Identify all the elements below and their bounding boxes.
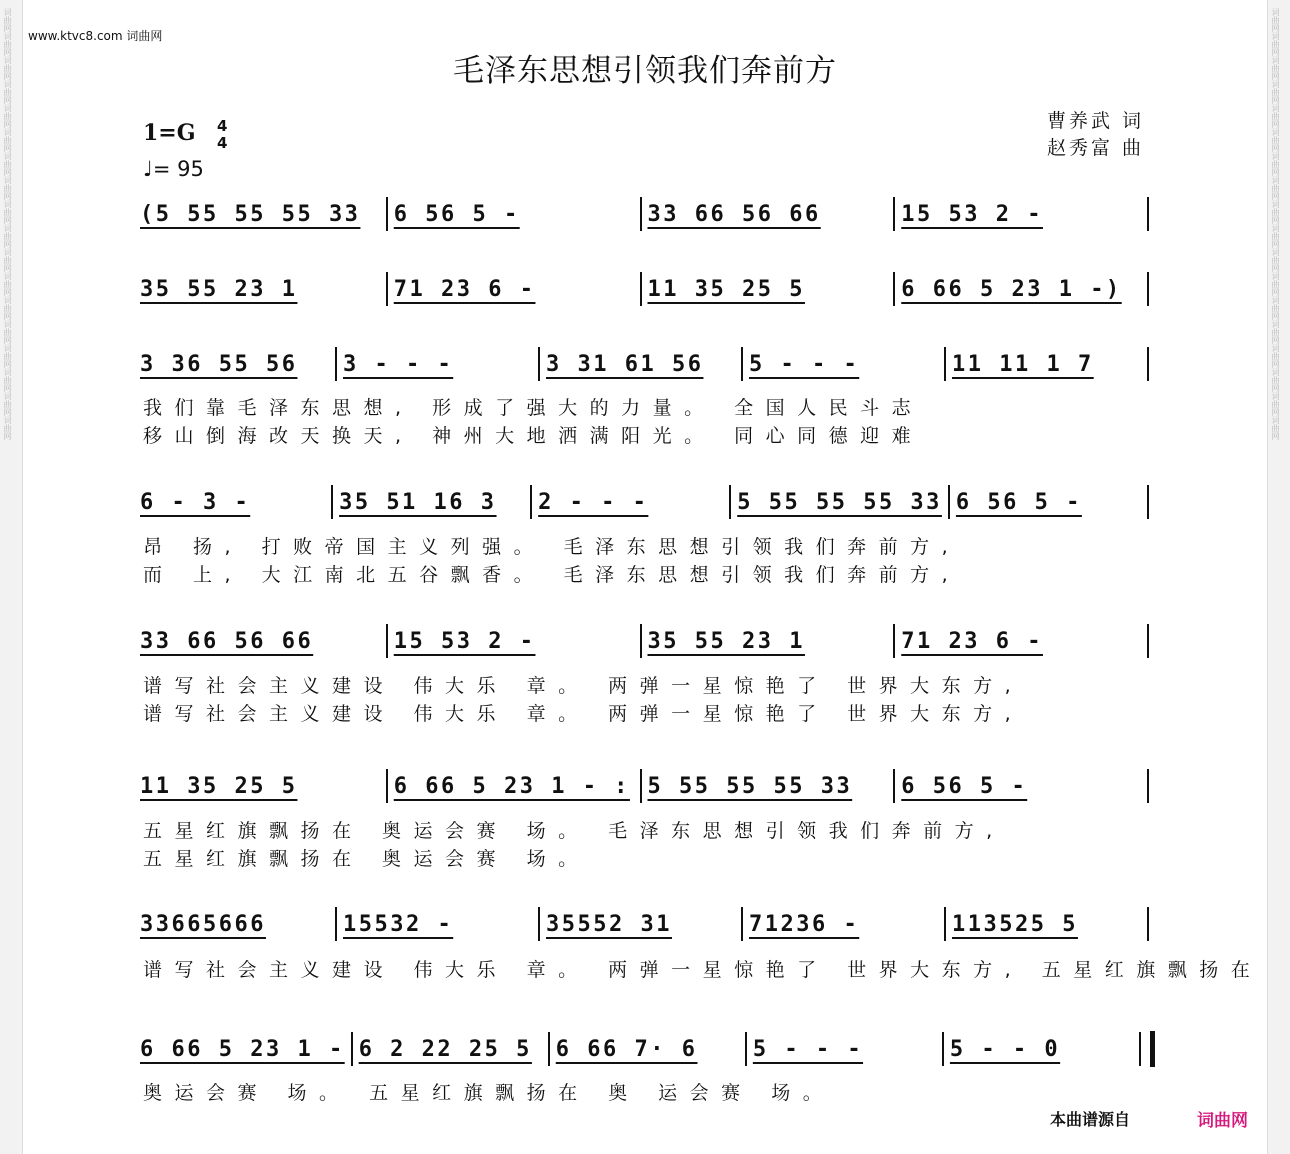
lyric-line-verse-2: 而 上, 大江南北五谷飘香。 毛泽东思想引领我们奔前方, [143, 564, 961, 586]
time-sig-bottom: 4 [217, 134, 228, 152]
bar-line [1147, 485, 1149, 519]
measure: 5 - - - [752, 1036, 864, 1062]
measure: 5 - - 0 [949, 1036, 1061, 1062]
notation-line [140, 772, 1155, 800]
notation-line [140, 627, 1155, 655]
measure: 15532 - [343, 911, 454, 937]
site-label[interactable]: www.ktvc8.com 词曲网 [28, 29, 163, 43]
bar-line [741, 347, 743, 381]
lyric-line-verse-1: 昂 扬, 打败帝国主义列强。 毛泽东思想引领我们奔前方, [143, 536, 961, 558]
bar-line [538, 347, 540, 381]
measure: 6 66 5 23 1 -) [901, 276, 1122, 302]
measure: 33665666 [140, 911, 266, 937]
bar-line [729, 485, 731, 519]
key-signature: 1=G [143, 120, 196, 146]
side-watermark: 词曲网词曲网词曲网词曲网词曲网词曲网词曲网词曲网词曲网词曲网词曲网词曲网词曲网词曲网词曲网词曲网词曲网词曲网 [1271, 8, 1280, 440]
lyric-line-verse-1: 谱写社会主义建设 伟大乐 章。 两弹一星惊艳了 世界大东方, [143, 675, 1024, 697]
brand-label[interactable]: 词曲网 [1197, 1111, 1248, 1131]
tempo-marking: ♩= 95 [143, 157, 204, 181]
measure: 33 66 56 66 [140, 628, 314, 654]
composer: 赵秀富 曲 [1046, 137, 1144, 159]
time-sig-top: 4 [217, 117, 228, 135]
bar-line [351, 1032, 353, 1066]
bar-line [1147, 347, 1149, 381]
bar-line [335, 907, 337, 941]
bar-line [893, 197, 895, 231]
notation-line [140, 1035, 1155, 1063]
measure: 5 55 55 55 33 [737, 489, 942, 515]
time-signature [217, 118, 227, 152]
notation-line [140, 275, 1155, 303]
measure: 6 - 3 - [140, 489, 251, 515]
bar-line [893, 624, 895, 658]
song-title: 毛泽东思想引领我们奔前方 [453, 53, 837, 89]
bar-line [1147, 272, 1149, 306]
measure: 3 36 55 56 [140, 351, 298, 377]
measure: 35 55 23 1 [647, 628, 805, 654]
measure: 71 23 6 - [393, 276, 536, 302]
right-watermark-strip [1267, 0, 1290, 1154]
bar-line [741, 907, 743, 941]
measure: 11 35 25 5 [647, 276, 805, 302]
measure: 3 31 61 56 [546, 351, 704, 377]
bar-line [386, 769, 388, 803]
measure: 3 - - - [343, 351, 454, 377]
measure: 6 66 5 23 1 - [140, 1036, 345, 1062]
lyric-line-verse-1: 奥运会赛 场。 五星红旗飘扬在 奥 运会赛 场。 [143, 1082, 835, 1104]
measure: 15 53 2 - [901, 201, 1043, 227]
credits [1047, 108, 1144, 162]
measure: 6 66 7· 6 [555, 1036, 698, 1062]
bar-line [1147, 197, 1149, 231]
measure: 15 53 2 - [393, 628, 536, 654]
measure: 5 - - - [749, 351, 860, 377]
measure: 71 23 6 - [901, 628, 1043, 654]
measure: (5 55 55 55 33 [140, 201, 361, 227]
source-label: 本曲谱源自 [1050, 1110, 1131, 1129]
bar-line [335, 347, 337, 381]
bar-line [948, 485, 950, 519]
lyric-line-verse-2: 移山倒海改天换天, 神州大地洒满阳光。 同心同德迎难 [143, 425, 924, 447]
bar-line [1139, 1032, 1141, 1066]
measure: 113525 5 [952, 911, 1078, 937]
lyric-line-verse-1: 谱写社会主义建设 伟大乐 章。 两弹一星惊艳了 世界大东方, 五星红旗飘扬在 [143, 959, 1263, 981]
notation-line [140, 350, 1155, 378]
bar-line [386, 272, 388, 306]
bar-line [942, 1032, 944, 1066]
bar-line [386, 624, 388, 658]
measure: 6 66 5 23 1 - : [393, 773, 630, 799]
bar-line [893, 769, 895, 803]
bar-line [944, 347, 946, 381]
bar-line [745, 1032, 747, 1066]
measure: 5 55 55 55 33 [647, 773, 853, 799]
final-bar-line [1150, 1031, 1155, 1067]
bar-line [1147, 907, 1149, 941]
bar-line [640, 769, 642, 803]
bar-line [548, 1032, 550, 1066]
measure: 35 55 23 1 [140, 276, 298, 302]
measure: 6 56 5 - [901, 773, 1028, 799]
measure: 11 35 25 5 [140, 773, 298, 799]
lyric-line-verse-1: 五星红旗飘扬在 奥运会赛 场。 毛泽东思想引领我们奔前方, [143, 820, 1005, 842]
measure: 11 11 1 7 [952, 351, 1094, 377]
measure: 6 2 22 25 5 [358, 1036, 532, 1062]
measure: 71236 - [749, 911, 860, 937]
bar-line [640, 197, 642, 231]
bar-line [331, 485, 333, 519]
lyricist: 曹养武 词 [1046, 110, 1144, 132]
lyric-line-verse-2: 五星红旗飘扬在 奥运会赛 场。 [143, 848, 590, 870]
bar-line [1147, 769, 1149, 803]
notation-line [140, 910, 1155, 938]
bar-line [538, 907, 540, 941]
lyric-line-verse-1: 我们靠毛泽东思想, 形成了强大的力量。 全国人民斗志 [143, 397, 924, 419]
lyric-line-verse-2: 谱写社会主义建设 伟大乐 章。 两弹一星惊艳了 世界大东方, [143, 703, 1024, 725]
measure: 33 66 56 66 [647, 201, 821, 227]
side-watermark: 词曲网词曲网词曲网词曲网词曲网词曲网词曲网词曲网词曲网词曲网词曲网词曲网词曲网词曲网词曲网词曲网词曲网词曲网 [3, 8, 12, 440]
notation-line [140, 488, 1155, 516]
measure: 6 56 5 - [955, 489, 1082, 515]
bar-line [944, 907, 946, 941]
measure: 2 - - - [538, 489, 649, 515]
bar-line [386, 197, 388, 231]
bar-line [530, 485, 532, 519]
measure: 35 51 16 3 [339, 489, 497, 515]
bar-line [1147, 624, 1149, 658]
measure: 35552 31 [546, 911, 672, 937]
measure: 6 56 5 - [393, 201, 520, 227]
bar-line [893, 272, 895, 306]
left-watermark-strip [0, 0, 23, 1154]
notation-line [140, 200, 1155, 228]
bar-line [640, 624, 642, 658]
bar-line [640, 272, 642, 306]
